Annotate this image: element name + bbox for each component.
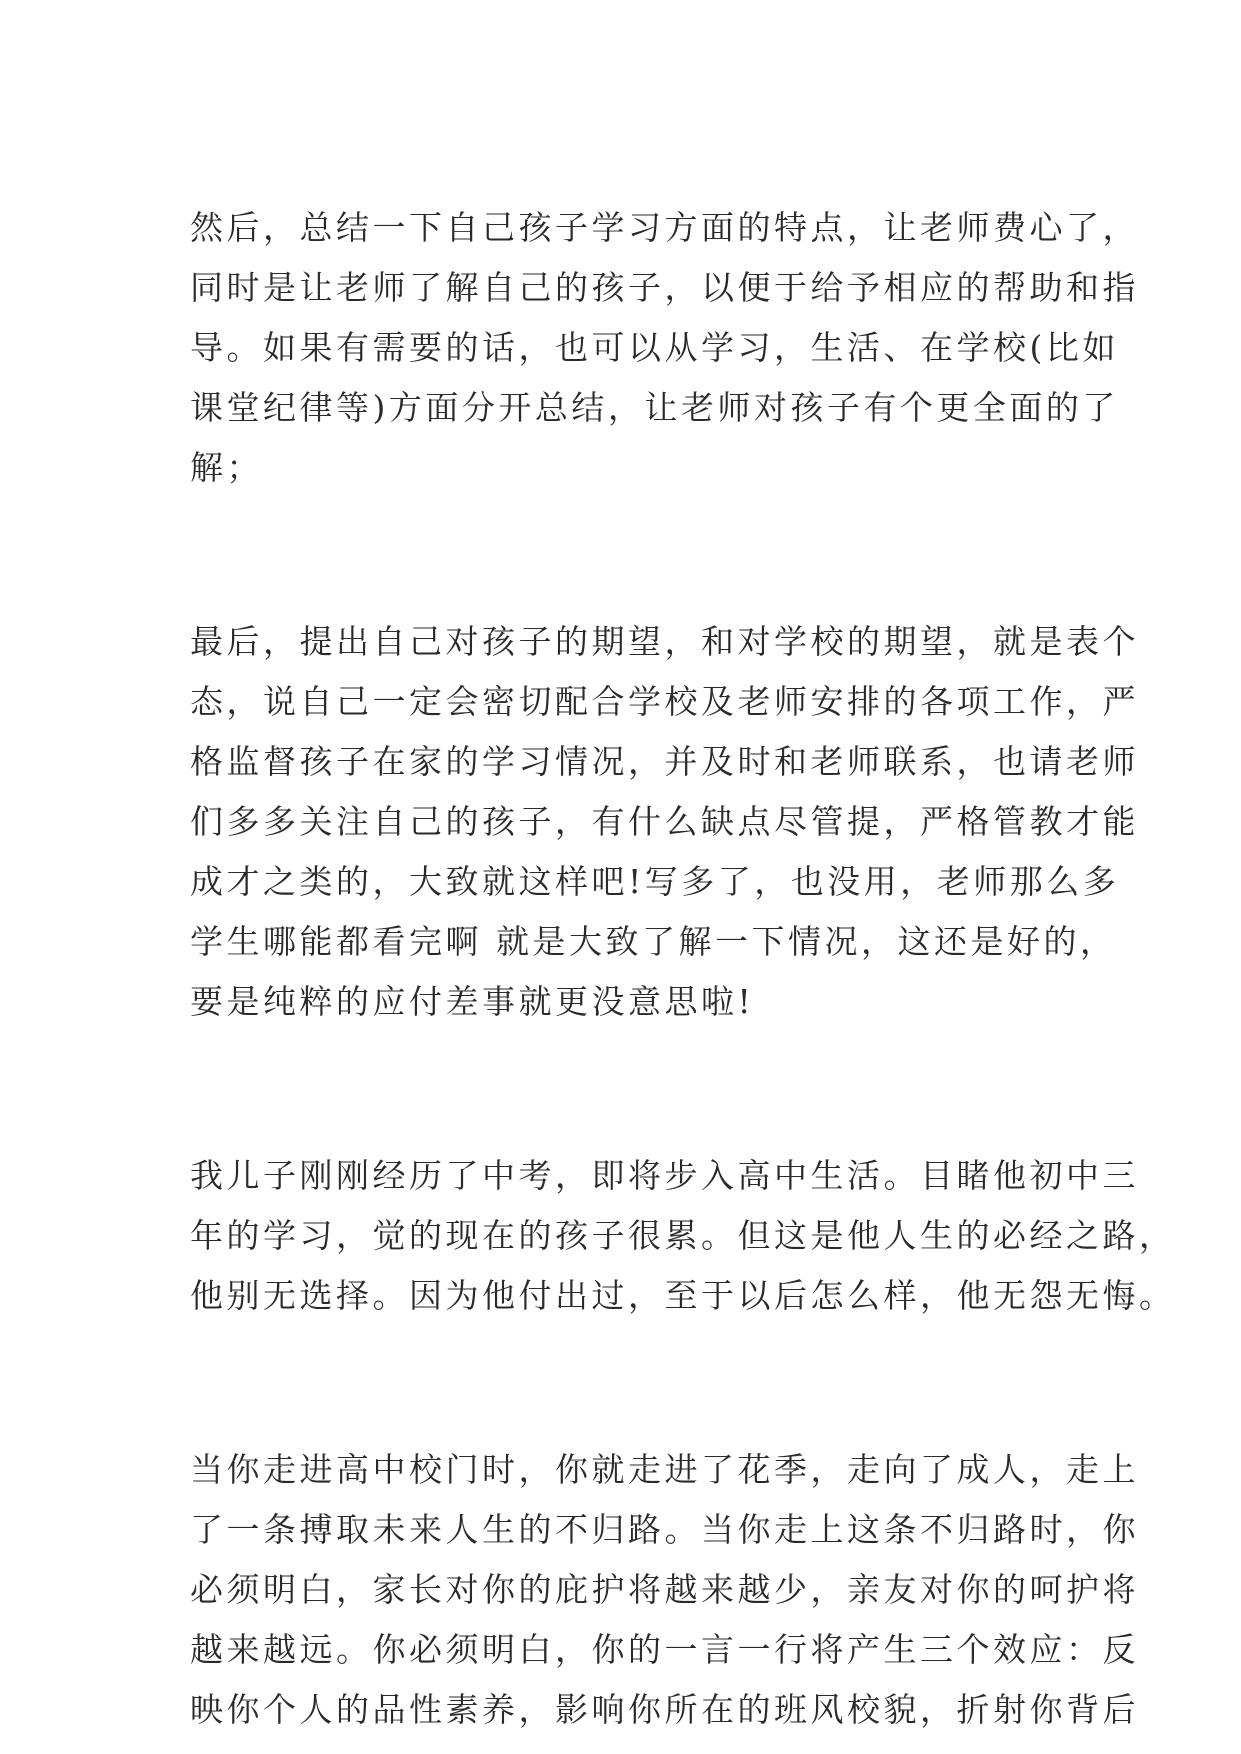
paragraph-3 — [190, 1146, 1176, 1326]
text-line: 年的学习，觉的现在的孩子很累。但这是他人生的必经之路， — [190, 1216, 1176, 1255]
text-line: 同时是让老师了解自己的孩子，以便于给予相应的帮助和指 — [190, 268, 1139, 307]
text-line: 们多多关注自己的孩子，有什么缺点尽管提，严格管教才能 — [190, 802, 1139, 841]
paragraph-1 — [190, 198, 1139, 498]
paragraph-spacer — [190, 1032, 1070, 1146]
paragraph-spacer — [190, 498, 1070, 612]
paragraph-2 — [190, 612, 1139, 1032]
text-line: 他别无选择。因为他付出过，至于以后怎么样，他无怨无悔。 — [190, 1276, 1176, 1315]
text-line: 学生哪能都看完啊 就是大致了解一下情况，这还是好的， — [190, 922, 1117, 961]
text-line: 课堂纪律等)方面分开总结，让老师对孩子有个更全面的了 — [190, 388, 1119, 427]
document-body — [190, 198, 1176, 1740]
text-line: 然后，总结一下自己孩子学习方面的特点，让老师费心了， — [190, 208, 1139, 247]
paragraph-4 — [190, 1440, 1139, 1740]
text-line: 最后，提出自己对孩子的期望，和对学校的期望，就是表个 — [190, 622, 1139, 661]
text-line: 要是纯粹的应付差事就更没意思啦! — [190, 982, 755, 1021]
text-line: 态，说自己一定会密切配合学校及老师安排的各项工作，严 — [190, 682, 1139, 721]
text-line: 解； — [190, 448, 263, 487]
text-line: 我儿子刚刚经历了中考，即将步入高中生活。目睹他初中三 — [190, 1156, 1139, 1195]
text-line: 必须明白，家长对你的庇护将越来越少，亲友对你的呵护将 — [190, 1570, 1139, 1609]
text-line: 格监督孩子在家的学习情况，并及时和老师联系，也请老师 — [190, 742, 1139, 781]
text-line: 映你个人的品性素养，影响你所在的班风校貌，折射你背后 — [190, 1690, 1139, 1729]
text-line: 当你走进高中校门时，你就走进了花季，走向了成人，走上 — [190, 1450, 1139, 1489]
text-line: 越来越远。你必须明白，你的一言一行将产生三个效应：反 — [190, 1630, 1139, 1669]
text-line: 导。如果有需要的话，也可以从学习，生活、在学校(比如 — [190, 328, 1119, 367]
text-line: 成才之类的，大致就这样吧!写多了，也没用，老师那么多 — [190, 862, 1120, 901]
paragraph-spacer — [190, 1326, 1070, 1440]
text-line: 了一条搏取未来人生的不归路。当你走上这条不归路时，你 — [190, 1510, 1139, 1549]
